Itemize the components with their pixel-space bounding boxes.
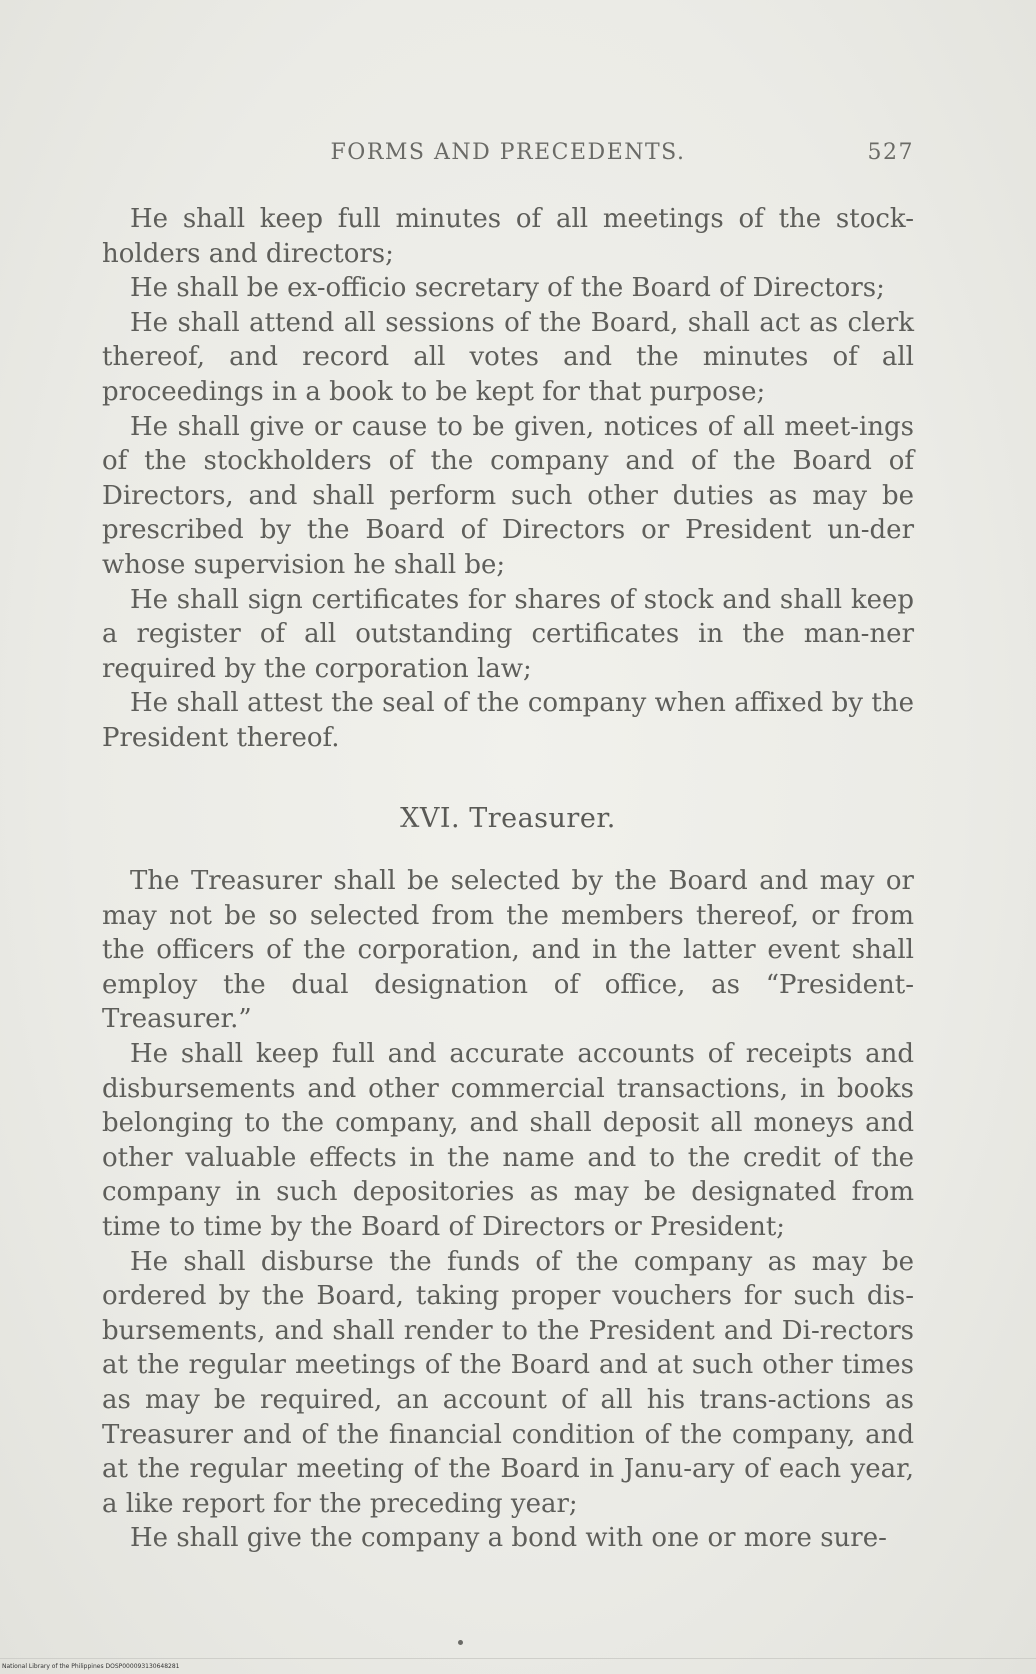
paragraph: He shall give or cause to be given, notices of all meet-ings of the stockholders of the company and of the Board of Directors, and shall perform such other duties as may be prescribed by the Board of Directors or President un-der whose supervision he shall be; — [102, 411, 914, 580]
paragraph: He shall disburse the funds of the company as may be ordered by the Board, taking proper vouchers for such dis-bursements, and shall render to the President and Di-rectors at the regular meetings of the Board and at such other times as may be required, an account of all his trans-actions as Treasurer and of the financial condition of the company, and at the regular meeting of the Board in Janu-ary of each year, a like report for the preceding year; — [102, 1246, 914, 1519]
page-number: 527 — [867, 140, 914, 165]
running-head — [102, 140, 914, 174]
paragraph: He shall attend all sessions of the Board, shall act as clerk thereof, and record all votes and the minutes of all proceedings in a book to be kept for that purpose; — [102, 307, 914, 407]
paragraph: He shall keep full and accurate accounts of receipts and disbursements and other commercial transactions, in books belonging to the company, and shall deposit all moneys and other valuable effects in the name and to the credit of the company in such depositories as may be designated from time to time by the Board of Directors or President; — [102, 1038, 914, 1242]
paragraph: He shall sign certificates for shares of stock and shall keep a register of all outstanding certificates in the man-ner required by the corporation law; — [102, 584, 914, 684]
scan-edge — [0, 1658, 1036, 1659]
paragraph: He shall keep full minutes of all meetings of the stock-holders and directors; — [102, 204, 914, 269]
paragraph: He shall be ex-officio secretary of the Board of Directors; — [130, 273, 885, 304]
running-title: FORMS AND PRECEDENTS. — [330, 140, 686, 165]
page-mark-dot — [458, 1640, 463, 1645]
paragraph: He shall attest the seal of the company when affixed by the President thereof. — [102, 688, 914, 753]
paragraph: The Treasurer shall be selected by the Board and may or may not be so selected from the members thereof, or from the officers of the corporation, and in the latter event shall employ the dual designation of office, as “President-Treasurer.” — [102, 866, 914, 1035]
officer-duties-block — [102, 202, 914, 756]
scan-credit: National Library of the Philippines DOSP000093130648281 — [2, 1663, 180, 1670]
treasurer-duties-block — [102, 864, 914, 1556]
section-heading: XVI. Treasurer. — [400, 803, 616, 834]
paragraph: He shall give the company a bond with one or more sure- — [130, 1523, 887, 1554]
